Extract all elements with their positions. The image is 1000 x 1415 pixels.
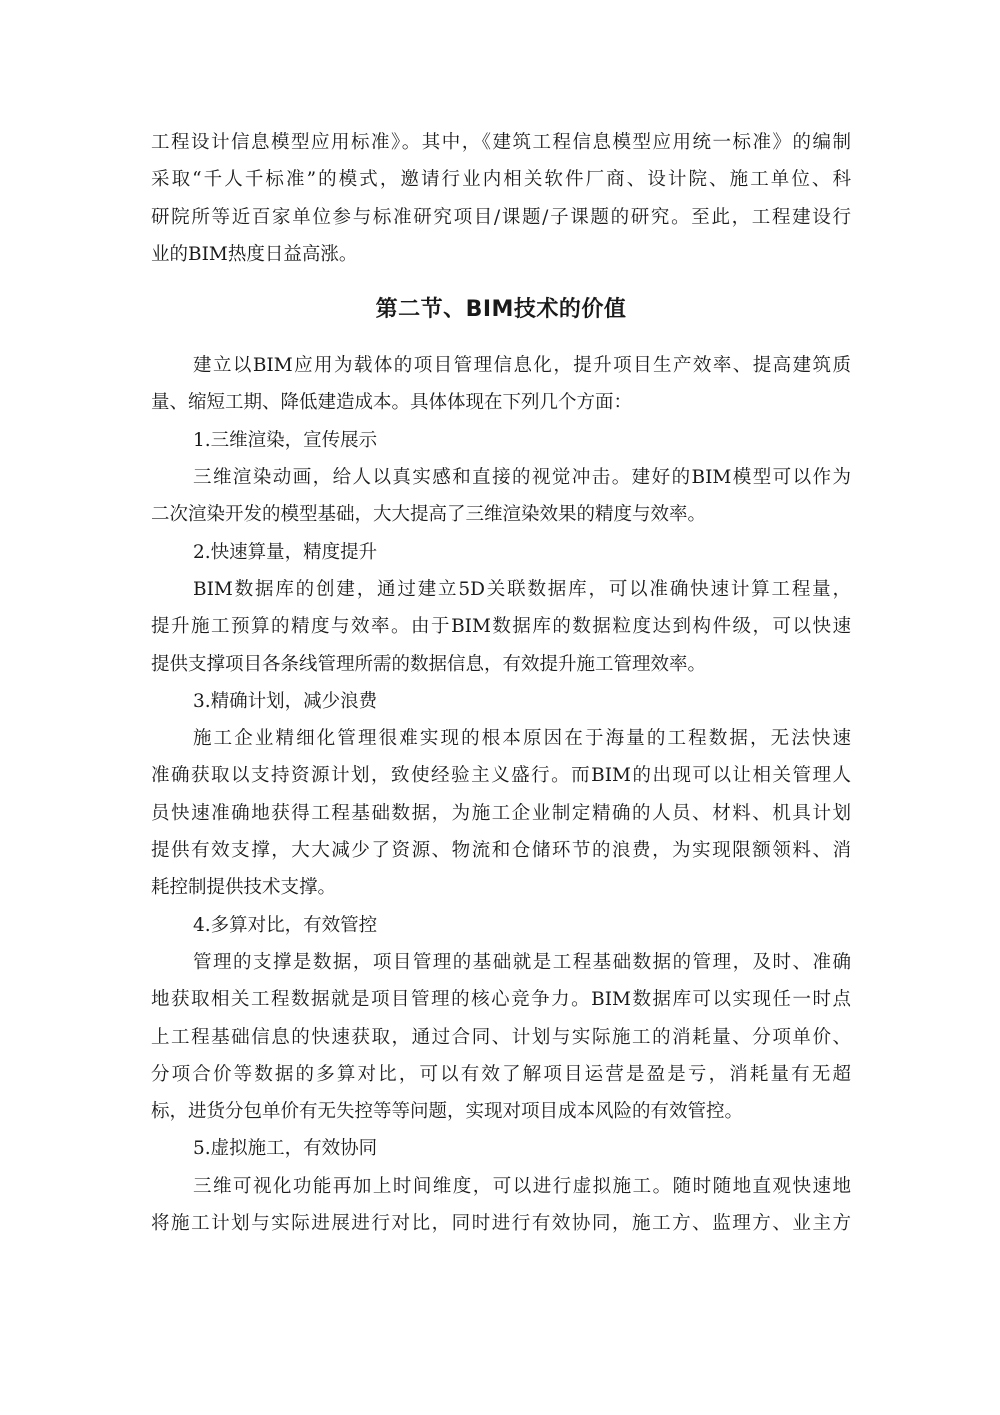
text-line: 员快速准确地获得工程基础数据，为施工企业制定精确的人员、材料、机具计划 <box>151 802 851 824</box>
section-heading: 第二节、BIM技术的价值 <box>375 297 627 323</box>
text-line: 建立以BIM应用为载体的项目管理信息化，提升项目生产效率、提高建筑质 <box>193 355 851 377</box>
text-line: 分项合价等数据的多算对比，可以有效了解项目运营是盈是亏，消耗量有无超 <box>151 1063 851 1085</box>
text-line: 二次渲染开发的模型基础，大大提高了三维渲染效果的精度与效率。 <box>151 504 707 526</box>
text-line: 将施工计划与实际进展进行对比，同时进行有效协同，施工方、监理方、业主方 <box>151 1213 851 1235</box>
text-line: 提供有效支撑，大大减少了资源、物流和仓储环节的浪费，为实现限额领料、消 <box>151 840 851 862</box>
item-title: 2.快速算量，精度提升 <box>193 541 378 563</box>
text-line: 工程设计信息模型应用标准》。其中，《建筑工程信息模型应用统一标准》的编制 <box>151 132 851 153</box>
text-line: 业的BIM热度日益高涨。 <box>151 243 358 265</box>
text-line: 标，进货分包单价有无失控等等问题，实现对项目成本风险的有效管控。 <box>151 1101 744 1123</box>
value-item-2 <box>151 534 851 683</box>
text-line: 量、缩短工期、降低建造成本。具体体现在下列几个方面： <box>151 392 633 414</box>
text-line: 地获取相关工程数据就是项目管理的核心竞争力。BIM数据库可以实现任一时点 <box>151 989 851 1011</box>
value-item-5 <box>151 1130 851 1242</box>
text-line: 三维可视化功能再加上时间维度，可以进行虚拟施工。随时随地直观快速地 <box>193 1175 851 1197</box>
intro-paragraph <box>151 124 851 273</box>
text-line: 提升施工预算的精度与效率。由于BIM数据库的数据粒度达到构件级，可以快速 <box>151 616 851 638</box>
value-item-1 <box>151 422 851 534</box>
text-line: 准确获取以支持资源计划，致使经验主义盛行。而BIM的出现可以让相关管理人 <box>151 765 851 787</box>
text-line: BIM数据库的创建，通过建立5D关联数据库，可以准确快速计算工程量， <box>193 578 851 600</box>
item-title: 5.虚拟施工，有效协同 <box>193 1138 378 1160</box>
text-line: 管理的支撑是数据，项目管理的基础就是工程基础数据的管理，及时、准确 <box>193 951 851 973</box>
text-line: 研院所等近百家单位参与标准研究项目/课题/子课题的研究。至此，工程建设行 <box>151 206 851 228</box>
item-title: 4.多算对比，有效管控 <box>193 914 378 936</box>
item-title: 1.三维渲染，宣传展示 <box>193 429 378 451</box>
text-line: 提供支撑项目各条线管理所需的数据信息，有效提升施工管理效率。 <box>151 653 707 675</box>
value-item-3 <box>151 683 851 907</box>
text-line: 上工程基础信息的快速获取，通过合同、计划与实际施工的消耗量、分项单价、 <box>151 1026 851 1048</box>
text-line: 耗控制提供技术支撑。 <box>151 877 337 899</box>
document-page <box>151 124 851 1242</box>
value-item-4 <box>151 907 851 1131</box>
text-line: 施工企业精细化管理很难实现的根本原因在于海量的工程数据，无法快速 <box>193 728 851 750</box>
text-line: 采取“千人千标准”的模式，邀请行业内相关软件厂商、设计院、施工单位、科 <box>151 169 851 191</box>
text-line: 三维渲染动画，给人以真实感和直接的视觉冲击。建好的BIM模型可以作为 <box>193 467 851 489</box>
lead-paragraph <box>151 347 851 422</box>
item-title: 3.精确计划，减少浪费 <box>193 690 378 712</box>
